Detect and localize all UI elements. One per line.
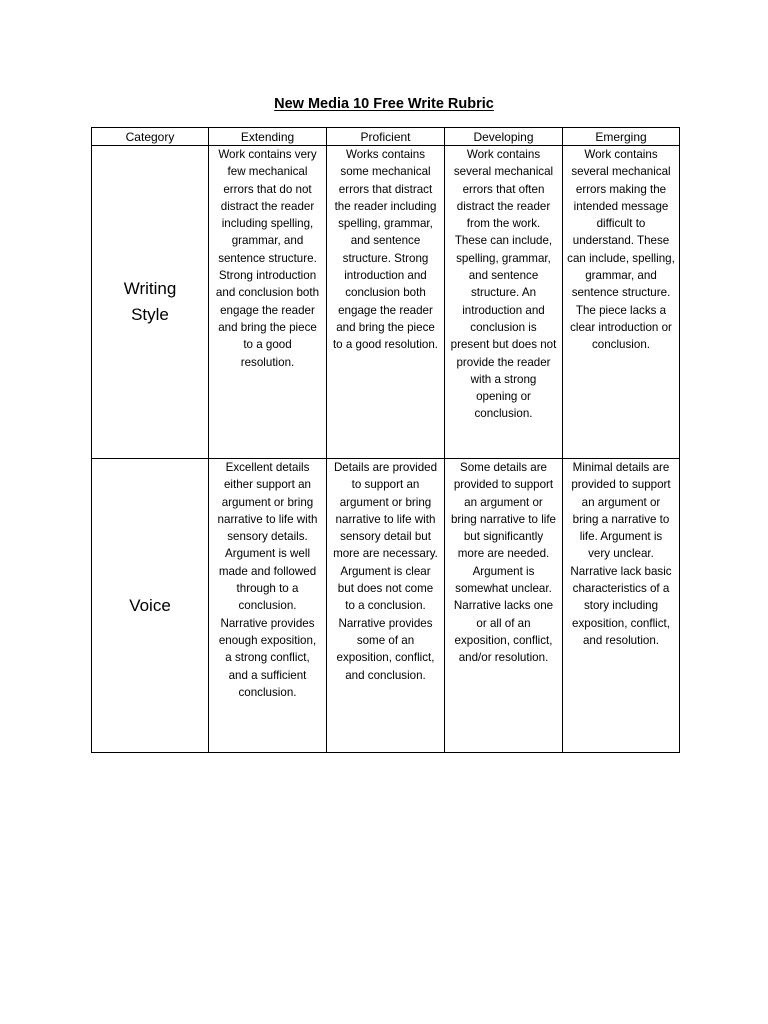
cell-text: Work contains several mechanical errors making the intended message difficult to understand. These can include, spelling, grammar, and sentence structure. The piece lacks a clear introduction or conclusion.: [567, 148, 675, 352]
rubric-cell-emerging: [563, 459, 680, 753]
category-cell: [92, 459, 209, 753]
rubric-cell-developing: [445, 459, 563, 753]
cell-text: Work contains very few mechanical errors that do not distract the reader including spelling, grammar, and sentence structure. Strong introduction and conclusion both engage the reader and bring the piece to a good resolution.: [215, 148, 320, 369]
header-row: [92, 128, 680, 146]
header-extending: Extending: [209, 128, 327, 146]
cell-text: Excellent details either support an argument or bring narrative to life with sensory details. Argument is well made and followed through to a conclusion. Narrative provides enough exposition, a strong conflict, and a sufficient conclusion.: [217, 461, 318, 699]
cell-text: Minimal details are provided to support an argument or bring a narrative to life. Argument is very unclear. Narrative lack basic characteristics of a story including exposition, conflict, and resolution.: [570, 461, 672, 647]
rubric-table: [91, 127, 680, 753]
category-label: Voice: [129, 595, 171, 615]
cell-text: Details are provided to support an argument or bring narrative to life with sensory detail but more are necessary. Argument is clear but does not come to a conclusion. Narrative provides some of an exposition, conflict, and conclusion.: [333, 461, 438, 682]
header-proficient: Proficient: [327, 128, 445, 146]
cell-text: Work contains several mechanical errors that often distract the reader from the work. These can include, spelling, grammar, and sentence structure. An introduction and conclusion is present but does not provide the reader with a strong opening or conclusion.: [450, 148, 557, 421]
cell-text: Some details are provided to support an argument or bring narrative to life but significantly more are needed. Argument is somewhat unclear. Narrative lacks one or all of an exposition, conflict, and/or resolution.: [450, 461, 557, 665]
category-label: Writing Style: [123, 279, 177, 324]
header-developing: Developing: [445, 128, 563, 146]
rubric-cell-emerging: [563, 146, 680, 459]
table-row-voice: [92, 459, 680, 753]
rubric-cell-proficient: [327, 459, 445, 753]
category-cell: [92, 146, 209, 459]
header-emerging: Emerging: [563, 128, 680, 146]
header-category: Category: [92, 128, 209, 146]
table-row-writing-style: [92, 146, 680, 459]
rubric-cell-developing: [445, 146, 563, 459]
rubric-cell-extending: [209, 146, 327, 459]
rubric-cell-proficient: [327, 146, 445, 459]
cell-text: Works contains some mechanical errors that distract the reader including spelling, grammar, and sentence structure. Strong introduction and conclusion both engage the reader and bring the piece to a good resolution.: [332, 148, 439, 352]
rubric-cell-extending: [209, 459, 327, 753]
document-title: New Media 10 Free Write Rubric: [274, 96, 494, 112]
